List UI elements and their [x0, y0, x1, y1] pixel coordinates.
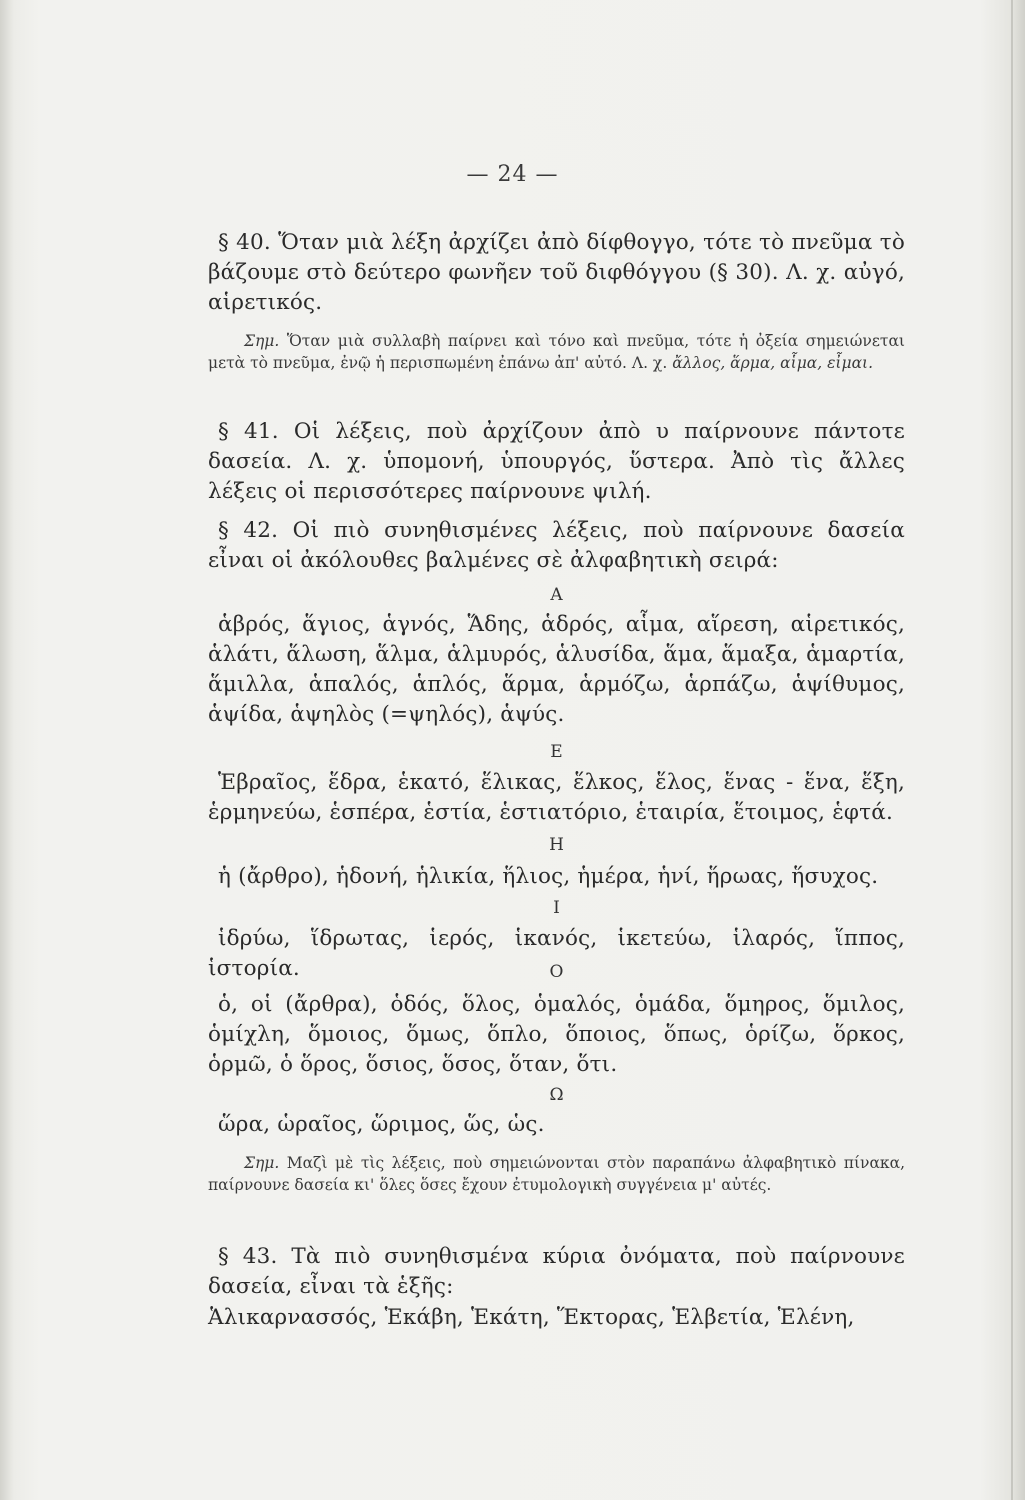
paragraph-42-text: § 42. Οἱ πιὸ συνηθισμένες λέξεις, ποὺ παίρνουνε δασεία εἶναι οἱ ἀκόλουθες βαλμένες σὲ ἀλφαβητικὴ σειρά:: [208, 518, 905, 573]
group-letter-iota: Ι: [553, 898, 560, 918]
word-list-alpha: [208, 610, 905, 730]
group-letter-omega: Ω: [549, 1085, 564, 1105]
paragraph-41: [208, 417, 905, 507]
group-letter-eta: Η: [549, 835, 564, 855]
word-list-omicron: [208, 990, 905, 1080]
note-2: [208, 1152, 905, 1196]
paragraph-40-text: § 40. Ὅταν μιὰ λέξη ἀρχίζει ἀπὸ δίφθογγο, τότε τὸ πνεῦμα τὸ βάζουμε στὸ δεύτερο φωνῆεν τοῦ διφθόγγου (§ 30). Λ. χ. αὐγό, αἱρετικός.: [208, 230, 905, 315]
word-list-epsilon: [208, 768, 905, 828]
word-list-omega: [208, 1110, 905, 1140]
paragraph-42: [208, 516, 905, 576]
word-list-iota-text: ἱδρύω, ἵδρωτας, ἱερός, ἱκανός, ἱκετεύω, ἱλαρός, ἵππος, ἱστορία.: [208, 926, 905, 981]
note-1-text: Ὅταν μιὰ συλλαβὴ παίρνει καὶ τόνο καὶ πνεῦμα, τότε ἡ ὀξεία σημειώνεται μετὰ τὸ πνεῦμα, ἐνῷ ἡ περισπωμένη ἐπάνω ἀπ' αὐτό. Λ. χ.: [208, 332, 905, 372]
note-2-label: Σημ.: [244, 1154, 280, 1172]
word-list-alpha-text: ἁβρός, ἅγιος, ἁγνός, Ἅδης, ἁδρός, αἷμα, αἵρεση, αἱρετικός, ἁλάτι, ἅλωση, ἅλμα, ἁλμυρός, ἁλυσίδα, ἅμα, ἅμαξα, ἁμαρτία, ἅμιλλα, ἁπαλός, ἁπλός, ἅρμα, ἁρμόζω, ἁρπάζω, ἁψίθυμος, ἁψίδα, ἁψηλὸς (=ψηλός), ἁψύς.: [208, 612, 905, 727]
word-list-eta-text: ἡ (ἄρθρο), ἡδονή, ἡλικία, ἥλιος, ἡμέρα, ἡνί, ἥρωας, ἥσυχος.: [218, 864, 879, 889]
paragraph-43: [208, 1242, 905, 1302]
paragraph-43-text: § 43. Τὰ πιὸ συνηθισμένα κύρια ὀνόματα, ποὺ παίρνουνε δασεία, εἶναι τὰ ἑξῆς:: [208, 1244, 905, 1299]
note-1-examples: ἄλλος, ἅρμα, αἷμα, εἶμαι.: [672, 354, 874, 372]
note-2-text: Μαζὶ μὲ τὶς λέξεις, ποὺ σημειώνονται στὸν παραπάνω ἀλφαβητικὸ πίνακα, παίρνουνε δασεία κι' ὅλες ὅσες ἔχουν ἐτυμολογικὴ συγγένεια μ' αὐτές.: [208, 1154, 905, 1194]
word-list-omicron-text: ὁ, οἱ (ἄρθρα), ὁδός, ὅλος, ὁμαλός, ὁμάδα, ὅμηρος, ὅμιλος, ὁμίχλη, ὅμοιος, ὅμως, ὅπλο, ὅποιος, ὅπως, ὁρίζω, ὅρκος, ὁρμῶ, ὁ ὅρος, ὅσιος, ὅσος, ὅταν, ὅτι.: [208, 992, 905, 1077]
note-1: [208, 330, 905, 374]
group-letter-omicron: Ο: [549, 962, 564, 982]
word-list-omega-text: ὥρα, ὡραῖος, ὥριμος, ὥς, ὡς.: [218, 1112, 545, 1137]
proper-names-list: [208, 1303, 905, 1333]
proper-names-text: Ἁλικαρνασσός, Ἑκάβη, Ἑκάτη, Ἕκτορας, Ἑλβετία, Ἑλένη,: [208, 1305, 855, 1330]
word-list-eta: [208, 862, 905, 892]
group-letter-epsilon: Ε: [550, 742, 563, 762]
group-letter-alpha: Α: [550, 585, 563, 605]
note-1-label: Σημ.: [244, 332, 280, 350]
page-edge: [1011, 0, 1013, 1500]
paragraph-40: [208, 228, 905, 318]
paragraph-41-text: § 41. Οἱ λέξεις, ποὺ ἀρχίζουν ἀπὸ υ παίρνουνε πάντοτε δασεία. Λ. χ. ὑπομονή, ὑπουργός, ὕστερα. Ἀπὸ τὶς ἄλλες λέξεις οἱ περισσότερες παίρνουνε ψιλή.: [208, 419, 905, 504]
word-list-epsilon-text: Ἑβραῖος, ἕδρα, ἑκατό, ἕλικας, ἕλκος, ἕλος, ἕνας - ἕνα, ἕξη, ἑρμηνεύω, ἑσπέρα, ἑστία, ἑστιατόριο, ἑταιρία, ἕτοιμος, ἑφτά.: [208, 770, 905, 825]
page-number: — 24 —: [466, 162, 559, 187]
